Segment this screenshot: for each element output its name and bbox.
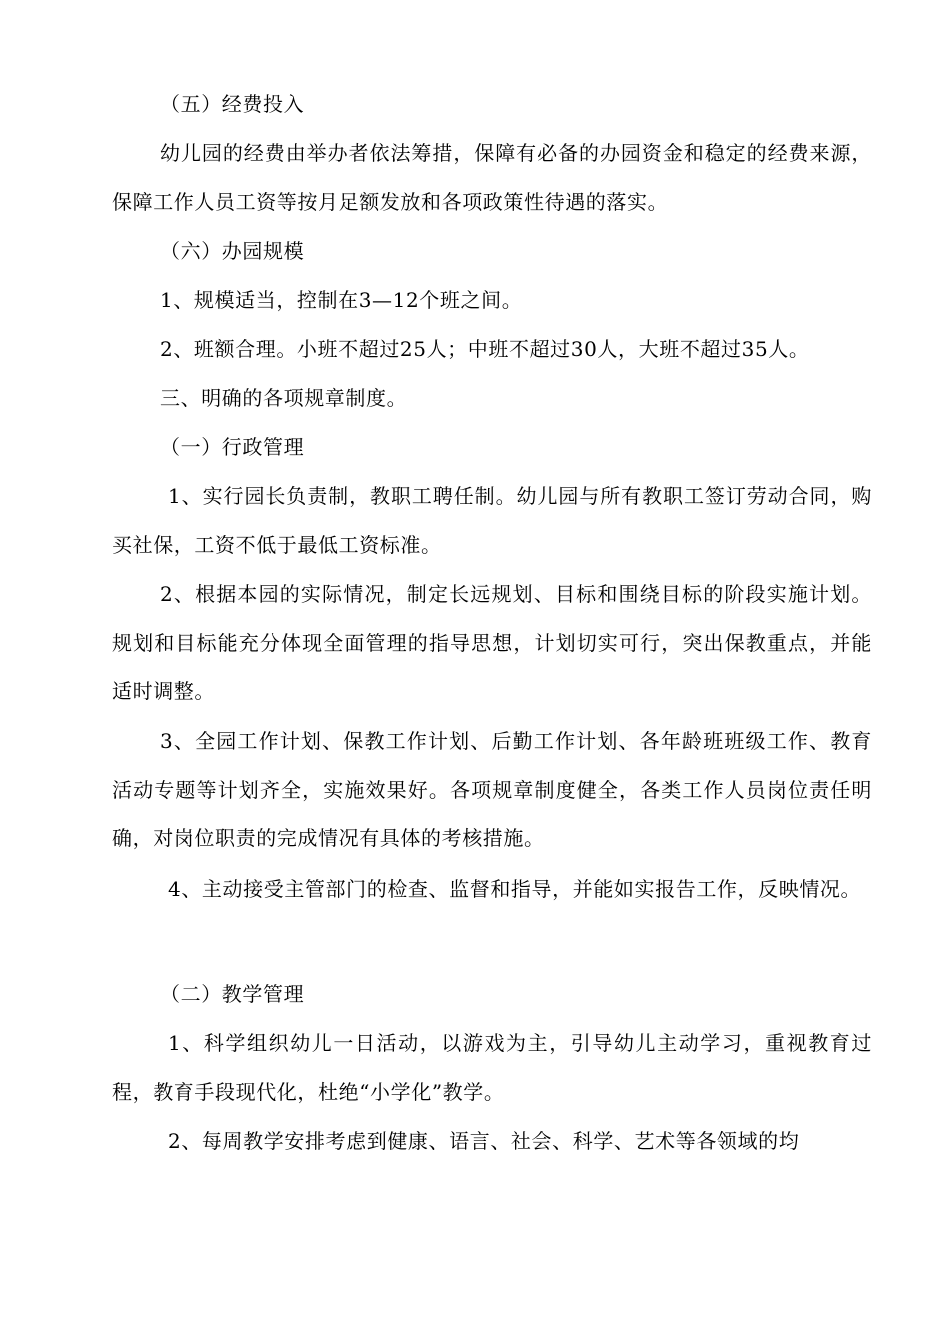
section-heading-funding: （五）经费投入 — [160, 92, 305, 116]
paragraph-scale-2: 2、班额合理。小班不超过25人；中班不超过30人，大班不超过35人。 — [160, 337, 810, 361]
section-heading-admin: （一）行政管理 — [160, 435, 305, 459]
paragraph-funding: 幼儿园的经费由举办者依法筹措，保障有必备的办园资金和稳定的经费来源，保障工作人员工资等按月足额发放和各项政策性待遇的落实。 — [112, 141, 872, 214]
paragraph-admin-4: 4、主动接受主管部门的检查、监督和指导，并能如实报告工作，反映情况。 — [168, 877, 862, 901]
paragraph-admin-3: 3、全园工作计划、保教工作计划、后勤工作计划、各年龄班班级工作、教育活动专题等计划齐全，实施效果好。各项规章制度健全，各类工作人员岗位责任明确，对岗位职责的完成情况有具体的考核措施。 — [112, 729, 872, 850]
section-heading-teaching: （二）教学管理 — [160, 982, 305, 1006]
paragraph-teaching-2: 2、每周教学安排考虑到健康、语言、社会、科学、艺术等各领域的均 — [168, 1129, 800, 1153]
paragraph-teaching-1: 1、科学组织幼儿一日活动，以游戏为主，引导幼儿主动学习，重视教育过程，教育手段现代化，杜绝“小学化”教学。 — [112, 1031, 872, 1104]
section-heading-scale: （六）办园规模 — [160, 239, 305, 263]
paragraph-admin-1: 1、实行园长负责制，教职工聘任制。幼儿园与所有教职工签订劳动合同，购买社保，工资不低于最低工资标准。 — [112, 484, 872, 557]
chapter-heading-rules: 三、明确的各项规章制度。 — [160, 386, 408, 410]
paragraph-admin-2: 2、根据本园的实际情况，制定长远规划、目标和围绕目标的阶段实施计划。规划和目标能充分体现全面管理的指导思想，计划切实可行，突出保教重点，并能适时调整。 — [112, 582, 872, 703]
paragraph-scale-1: 1、规模适当，控制在3—12个班之间。 — [160, 288, 523, 312]
